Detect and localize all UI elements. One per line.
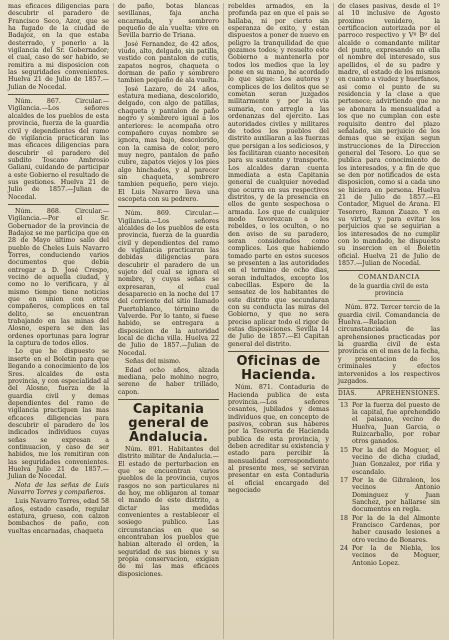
article-paragraph: mas eficaces diligencias para descubrir el paradero de Francisco Seco, Azor, que se ha fugado de la ciudad de Badajoz, en la que estaba desterrado, y ponerlo a la vigilancia del Sr. Gobernador; el cual, caso de ser habido, se remitira a mi disposicion con las seguridades convenientes. Huelva 21 de Julio de 1857.—Julian de Nocedal. — [8, 3, 109, 91]
section-divider — [118, 206, 219, 207]
list-item — [338, 447, 440, 476]
column-2 — [114, 3, 224, 639]
entry-day: 13 — [339, 401, 348, 409]
column-header-apprehensions: APREHENSIONES. — [376, 390, 440, 398]
section-divider — [118, 399, 219, 400]
entry-text: Por la del de Moguer, el vecino de dicha ciudad, Juan Gonzalez, por riña y escandalo. — [352, 446, 440, 476]
article-paragraph: Señas del mismo. — [125, 358, 181, 366]
article-paragraph: Núm. 871. Contaduria de Hacienda publica de esta provincia.—Los señores cesantes, jubilados y demas individuos que, en concepto de pasivos, cobran sus haberes por la Tesoreria de Hacienda publica de esta provincia, y deben acreditar su existencia y estado para percibir la mensualidad correspondiente al presente mes, se serviran presentar en esta Contaduria el oficial encargado del negociado — [228, 384, 329, 494]
entry-text: Por la de Gibraleon, los vecinos Antonio Dominguez y Juan Sanchez, por hallarse sin documentos en regla. — [352, 476, 440, 514]
article-paragraph: José Lazaro, de 24 años, estatura mediana, descolorido, delgado, con algo de patillas, chaqueta y pantalon de paño negro y sombrero igual a los anteriores: le acompaña otro compañero cuyas nombre se ignora, mas bajo, descolorido, con la camisa de color, pero muy negro, pantalon de paño cubre, zapatos viejos y los pies algo hinchados, y al parecer sin chaqueta, sombrero tambien pequeño, pero viejo. El Luis Navarro lleva una escopeta con su pedrero. — [118, 85, 219, 203]
entry-text: Por la fuerza del puesto de la capital, fue aprehendido el paisano, vecino de Huelva, Juan Garcia, o Ruizcarballo, por robar otros ganados. — [352, 401, 440, 446]
article-paragraph: Núm. 867. Circular.—Vigilancia.—Los señores alcaldes de los pueblos de esta provincia, fuerza de la guardia civil y dependientes del ramo de vigilancia practicaran las mas eficaces diligencias para descubrir el paradero del subdito Toscano Ambrosio Galiani, cuidando de participar a este Gobierno el resultado de sus gestiones. Huelva 21 de Julio de 1857.—Julian de Nocedal. — [8, 98, 109, 201]
article-paragraph: Lo que he dispuesto se inserte en el Boletin para que llegando a conocimiento de los Sres. alcaldes de esta provincia, y con especialidad al del Alosno, fuerza de la guardia civil y demas dependientes del ramo de vigilancia practiquen las mas eficaces diligencias para descubrir el paradero de los indicados individuos cuyas señas se expresan a continuacion, y caso de ser habidos, me los remitiran con las seguridades convenientes. Huelva Julio 21 de 1857.—Julian de Nocedal. — [8, 348, 109, 481]
list-item — [338, 402, 440, 446]
article-paragraph: Núm. 872. Tercer tercio de la guardia civil. Comandancia de Huelva.—Relacion circunstanciada de las aprehensiones practicadas por la guardia civil de esta provincia en el mes de la fecha, y presentacion de los criminales y efectos intervenidos a los respectivos juzgados. — [338, 304, 440, 385]
column-4 — [334, 3, 444, 639]
section-heading: COMANDANCIA — [358, 273, 420, 282]
article-paragraph: Núm. 869. Circular.—Vigilancia.—Los señores alcaldes de los pueblos de esta provincia, fuerza de la guardia civil y dependientes del ramo de vigilancia practicaran las debidas diligencias para descubrir el paradero de un sujeto del cual se ignora el nombre, y cuyas señas se expresaran, el cual desaparecio en la noche del 17 del corriente del sitio llamado Puertoblanco, término de Valverde. Por lo tanto, si fuese habido, se entregara a disposicion de la autoridad local de dicha villa. Huelva 22 de Julio de 1857.—Julian de Nocedal. — [118, 210, 219, 357]
article-paragraph: Edad ocho años, alzada mediana, pelo mohino negro, sereno de haber trillado, capon. — [118, 366, 219, 396]
section-divider — [8, 204, 109, 205]
section-heading: Oficinas de Hacienda. — [236, 354, 321, 384]
note-paragraph: Nota de las señas de Luis Navarro Torres y compañeros. — [8, 481, 109, 496]
entry-text: Por la de Niebla, los vecinos de Moguer, Antonio Lopez. — [352, 545, 440, 567]
article-paragraph: de clases pasivas, desde el 1º al 10 inclusive de Agosto proximo venidero, la certificacion autorizada por el parroco respectivo y Vº Bº del alcalde o comandante militar del punto, expresando en ella el nombre del interesado, sus apellidos, el de su padre y madre, el estado de los mismos en cuanto a viudez y huerfanos, asi como el punto de su residencia y la clase a que pertenece; advirtiendo que no se abonara la mensualidad a los que no cumplan con este requisito dentro del plazo señalado, sin perjuicio de los demas que se exijan segun instrucciones de la Direccion general del Tesoro. Lo que se publica para conocimiento de los interesados, y a fin de que se den por notificados de esta disposicion, como si a cada uno se hiciera en persona. Huelva 21 de Julio de 1857.—El Contador, Miguel de Arana. El Tesorero, Ramon Zuazo. Y en su virtud, y para evitar los perjuicios que se seguirian a los interesados de no cumplir con lo mandado, he dispuesto su insercion en el Boletin oficial. Huelva 21 de Julio de 1857.—Julian de Nocedal. — [338, 3, 440, 268]
column-1 — [4, 3, 114, 639]
entry-text: Por la de la del Almonte Francisco Cardenas, por haber causado lesiones a otro vecino de Bonares. — [352, 514, 440, 544]
list-item — [338, 515, 440, 544]
section-divider — [8, 94, 109, 95]
article-paragraph: José Fernandez, de 42 años, viudo, alto, delgado, sin patilla, vestido con pantalon de cutis, zapatos negros, chaqueta o dorman de paño y sombrero tambien pequeño de ala vuelta. — [118, 40, 219, 85]
table-header — [338, 388, 440, 399]
article-paragraph: Luis Navarro Torres, edad 58 años, estado casado, regular estatura, grueso, con calzon bombachos de paño, con vueltas encarnadas, chaqueta — [8, 498, 109, 535]
entry-day: 24 — [339, 545, 348, 553]
list-item — [338, 545, 440, 567]
article-paragraph: Núm. 891. Habitantes del distrito militar de Andalucia.—El estado de perturbacion en que se encuentran varios pueblos de la provincia, cuyos rasgos no son particulares ni de hoy, me obligaron al tomar el mando de este distrito, a dictar las medidas convenientes a restablecer el sosiego publico. Las circunstancias en que se encontraban los pueblos que habian alterado el orden, la seguridad de sus bienes y su propia conservacion, exigian de mi las mas eficaces disposiciones. — [118, 445, 219, 578]
article-paragraph: de paño, botas blancas sevillanas, faja ancha encarnada, y sombrero pequeño de ala vuelta: vive en Sevilla barrio de Triana. — [118, 3, 219, 40]
article-paragraph: rebeldes armados, en la profunda paz en que el pais se hallaba, ni por cierto sin esperanza de exito, y estan dispuestos a poner de nuevo en peligro la tranquilidad de que gozamos todos; y resuelto este Gobierno a mantenerla por todos los medios que la ley pone en su mano, he acordado lo que sigue: Los autores y complices de los delitos que se cometan seran juzgados militarmente y por la via sumaria, con arreglo a las ordenanzas del ejercito. Las autoridades civiles y militares de todos los pueblos del distrito auxiliaran a las fuerzas que persigan a los sediciosos, y les facilitaran cuanto necesiten para su sustento y transporte. Los alcaldes daran cuenta inmediata a esta Capitania general de cualquier novedad que ocurra en sus respectivos distritos, y de la presencia en ellos de gente sospechosa o armada. Los que de cualquier modo favorezcan a los rebeldes, o los oculten, o no den aviso de su paradero, seran considerados como complices. Los que habiendo tomado parte en estos sucesos se presenten a las autoridades en el termino de ocho dias, seran indultados, excepto los cabecillas. Espero de la sensatez de los habitantes de este distrito que secundaran con su conducta las miras del Gobierno, y que no sera preciso aplicar todo el rigor de estas disposiciones. Sevilla 14 de Julio de 1857.—El Capitan general del distrito. — [228, 3, 329, 348]
column-3 — [224, 3, 334, 639]
entry-day: 15 — [339, 446, 348, 454]
article-paragraph: Núm. 868. Circular.—Vigilancia.—Por el Sr. Gobernador de la provincia de Badajoz se me participa que en 28 de Mayo ultimo salio del pueblo de Cheles Luis Navarro Torres, conduciendo varios documentos que debia entregar a D. José Crespo, vecino de aquella ciudad, y como no lo verificara, y al mismo tiempo tiene noticias que en union con otros compañeros, complices en tal delito, se encuentran trabajando en las minas del Alosno, espera se den las ordenes oportunas para lograr la captura de todos ellos. — [8, 207, 109, 348]
section-divider — [228, 351, 329, 352]
entry-day: 17 — [339, 476, 348, 484]
section-divider — [338, 270, 440, 271]
column-header-days: DIAS. — [338, 390, 357, 398]
short-divider — [358, 300, 420, 301]
entry-day: 18 — [339, 514, 348, 522]
list-item — [338, 477, 440, 514]
section-heading: Capitania general de Andalucia. — [128, 401, 209, 445]
section-subheading: de la guardia civil de esta provincia — [349, 282, 429, 298]
